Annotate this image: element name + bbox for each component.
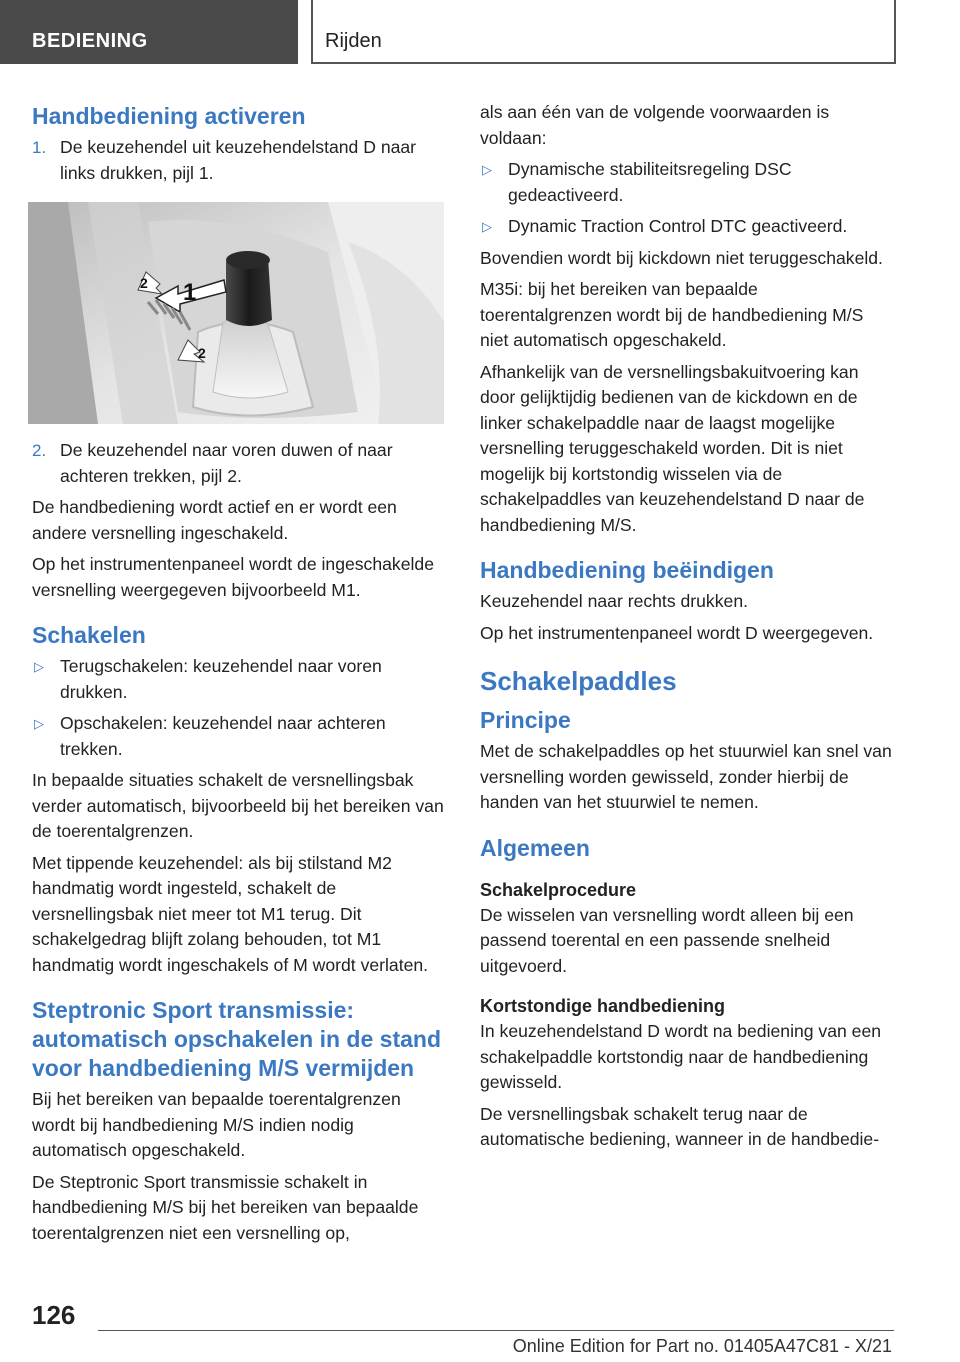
section-title: Rijden (311, 0, 896, 64)
paragraph: Keuzehendel naar rechts drukken. (480, 591, 748, 611)
bullet-list-conditions (480, 157, 892, 240)
steps-list-2 (32, 438, 444, 489)
heading-handbediening-beeindigen: Handbediening beëindigen (480, 557, 774, 583)
bullet-list-schakelen (32, 654, 444, 762)
step-number: 1. (32, 138, 47, 157)
footer-divider (98, 1330, 894, 1331)
triangle-bullet-icon: ▷ (482, 219, 492, 234)
paragraph: De handbediening wordt actief en er wordt een andere versnelling ingeschakeld. (32, 497, 397, 543)
paragraph: Met tippende keuzehendel: als bij stilstand M2 handmatig wordt ingesteld, schakelt de versnellingsbak niet meer tot M1 terug. Dit schakelgedrag blijft zolang behouden, tot M1 handmatig wordt ingeschakels of M wordt verlaten. (32, 852, 429, 975)
triangle-bullet-icon: ▷ (34, 659, 44, 674)
right-column (480, 100, 892, 1159)
subheading-kortstondige-handbediening: Kortstondige handbediening (480, 996, 725, 1016)
list-item-text: Terugschakelen: keuzehendel naar voren drukken. (60, 656, 382, 702)
paragraph: In bepaalde situaties schakelt de versnellingsbak verder automatisch, bijvoorbeeld bij het bereiken van de toerentalgrenzen. (32, 770, 444, 841)
paragraph: De Steptronic Sport transmissie schakelt in handbediening M/S bij het bereiken van bepaalde toerentalgrenzen niet een versnelling op, (32, 1171, 419, 1243)
step-text: De keuzehendel naar voren duwen of naar achteren trekken, pijl 2. (60, 440, 393, 486)
step-number: 2. (32, 441, 47, 460)
list-item (32, 654, 444, 705)
triangle-bullet-icon: ▷ (482, 162, 492, 177)
paragraph: Bij het bereiken van bepaalde toerentalgrenzen wordt bij handbediening M/S indien nodig automatisch opgeschakeld. (32, 1089, 401, 1160)
paragraph: Met de schakelpaddles op het stuurwiel kan snel van versnelling worden gewisseld, zonder hierbij de handen van het stuurwiel te nemen. (480, 741, 892, 812)
arrow-label-2-top: 2 (140, 275, 148, 291)
paragraph: Bovendien wordt bij kickdown niet teruggeschakeld. (480, 247, 883, 268)
paragraph: Op het instrumentenpaneel wordt D weergegeven. (480, 622, 874, 643)
list-item-text: Dynamic Traction Control DTC geactiveerd. (508, 216, 848, 236)
heading-algemeen: Algemeen (480, 834, 590, 861)
heading-steptronic: Steptronic Sport transmissie: automatisch opschakelen in de stand voor handbediening M/S vermijden (32, 997, 441, 1081)
paragraph: In keuzehendelstand D wordt na bediening van een schakelpaddle kortstondig naar de handbediening gewisseld. (480, 1021, 882, 1092)
paragraph: M35i: bij het bereiken van bepaalde toerentalgrenzen wordt bij de handbediening M/S niet automatisch opgeschakeld. (480, 279, 864, 350)
chapter-tab[interactable]: BEDIENING (0, 0, 298, 64)
list-item-text: Opschakelen: keuzehendel naar achteren trekken. (60, 713, 386, 759)
step-2 (32, 438, 444, 489)
paragraph: De versnellingsbak schakelt terug naar de automatische bediening, wanneer in de handbedie- (480, 1103, 880, 1149)
paragraph: Afhankelijk van de versnellingsbakuitvoering kan door gelijktijdig bedienen van de kickdown en de linker schakelpaddle naar de laagst mogelijke versnelling teruggeschakeld worden. Dit is niet mogelijk bij kortstondig wisselen via de schakelpaddles van keuzehendelstand D naar de handbediening M/S. (480, 361, 865, 535)
list-item (480, 214, 892, 240)
page-number: 126 (32, 1300, 76, 1330)
step-1 (32, 135, 444, 186)
heading-schakelpaddles: Schakelpaddles (480, 666, 677, 696)
arrow-label-2-bottom: 2 (198, 345, 206, 361)
triangle-bullet-icon: ▷ (34, 716, 44, 731)
paragraph: Op het instrumentenpaneel wordt de ingeschakelde versnelling weergegeven bijvoorbeeld M1. (32, 554, 434, 600)
paragraph: De wisselen van versnelling wordt alleen bij een passend toerental en een passende snelheid uitgevoerd. (480, 904, 854, 976)
gear-selector-illustration (28, 202, 444, 424)
subheading-schakelprocedure: Schakelprocedure (480, 879, 637, 900)
left-column (32, 100, 444, 1252)
heading-schakelen: Schakelen (32, 622, 146, 648)
step-text: De keuzehendel uit keuzehendelstand D naar links drukken, pijl 1. (60, 137, 417, 183)
paragraph: als aan één van de volgende voorwaarden is voldaan: (480, 102, 830, 148)
steps-list-1 (32, 135, 444, 186)
list-item (32, 711, 444, 762)
arrow-label-1: 1 (183, 279, 197, 306)
footer-edition[interactable]: Online Edition for Part no. 01405A47C81 - X/21 (512, 1336, 892, 1356)
list-item (480, 157, 892, 208)
gear-selector-figure (28, 202, 444, 424)
heading-principe: Principe (480, 707, 571, 733)
list-item-text: Dynamische stabiliteitsregeling DSC gedeactiveerd. (508, 159, 792, 205)
heading-handbediening-activeren: Handbediening activeren (32, 103, 306, 129)
